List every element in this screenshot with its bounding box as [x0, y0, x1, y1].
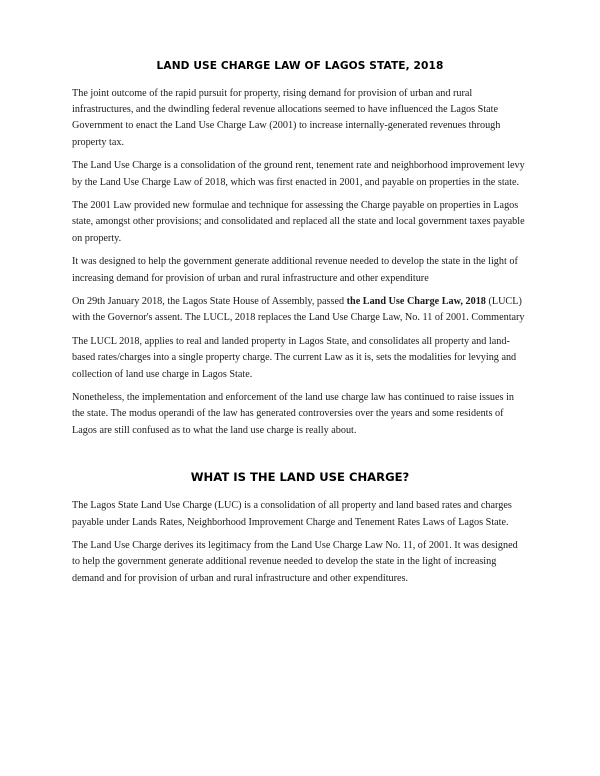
- paragraph: It was designed to help the government generate additional revenue needed to develop the state in the light of increasing demand for provision of urban and rural infrastructure and other expenditure: [72, 256, 518, 284]
- paragraph: Nonetheless, the implementation and enforcement of the land use charge law has continued to raise issues in the state. The modus operandi of the law has generated controversies over the years and some residents of Lagos are still confused as to what the land use charge is really about.: [72, 392, 514, 436]
- paragraph-text: On 29th January 2018, the Lagos State House of Assembly, passed: [72, 296, 347, 308]
- paragraph: The joint outcome of the rapid pursuit for property, rising demand for provision of urban and rural infrastructures, and the dwindling federal revenue allocations seemed to have influenced the Lagos State Government to enact the Land Use Charge Law (2001) to increase internally-generated revenues through property tax.: [72, 88, 501, 148]
- paragraph-text: (LUCL) with the Governor's assent. The LUCL, 2018 replaces the Land Use Charge Law, No. 11 of 2001. Commentary: [72, 296, 525, 324]
- paragraph: The LUCL 2018, applies to real and landed property in Lagos State, and consolidates all property and land-based rates/charges into a single property charge. The current Law as it is, sets the modalities for levying and collection of land use charge in Lagos State.: [72, 336, 517, 380]
- section-spacer: [72, 446, 528, 470]
- paragraph: The Land Use Charge is a consolidation of the ground rent, tenement rate and neighborhood improvement levy by the Land Use Charge Law of 2018, which was first enacted in 2001, and payable on properties in the state.: [72, 160, 525, 188]
- paragraph: The 2001 Law provided new formulae and technique for assessing the Charge payable on properties in Lagos state, amongst other provisions; and consolidated and replaced all the state and local government taxes payable on property.: [72, 200, 525, 244]
- section-heading: WHAT IS THE LAND USE CHARGE?: [190, 470, 410, 485]
- document-page: [72, 60, 528, 594]
- document-title: LAND USE CHARGE LAW OF LAGOS STATE, 2018: [156, 60, 444, 72]
- paragraph: The Land Use Charge derives its legitimacy from the Land Use Charge Law No. 11, of 2001. It was designed to help the government generate additional revenue needed to develop the state in the light of increasing demand and for provision of urban and rural infrastructure and other expenditures.: [72, 540, 518, 584]
- law-name-bold: the Land Use Charge Law, 2018: [346, 296, 486, 308]
- paragraph-assembly-passage: [72, 294, 528, 326]
- paragraph: The Lagos State Land Use Charge (LUC) is a consolidation of all property and land based rates and charges payable under Lands Rates, Neighborhood Improvement Charge and Tenement Rates Laws of Lagos State.: [72, 500, 512, 528]
